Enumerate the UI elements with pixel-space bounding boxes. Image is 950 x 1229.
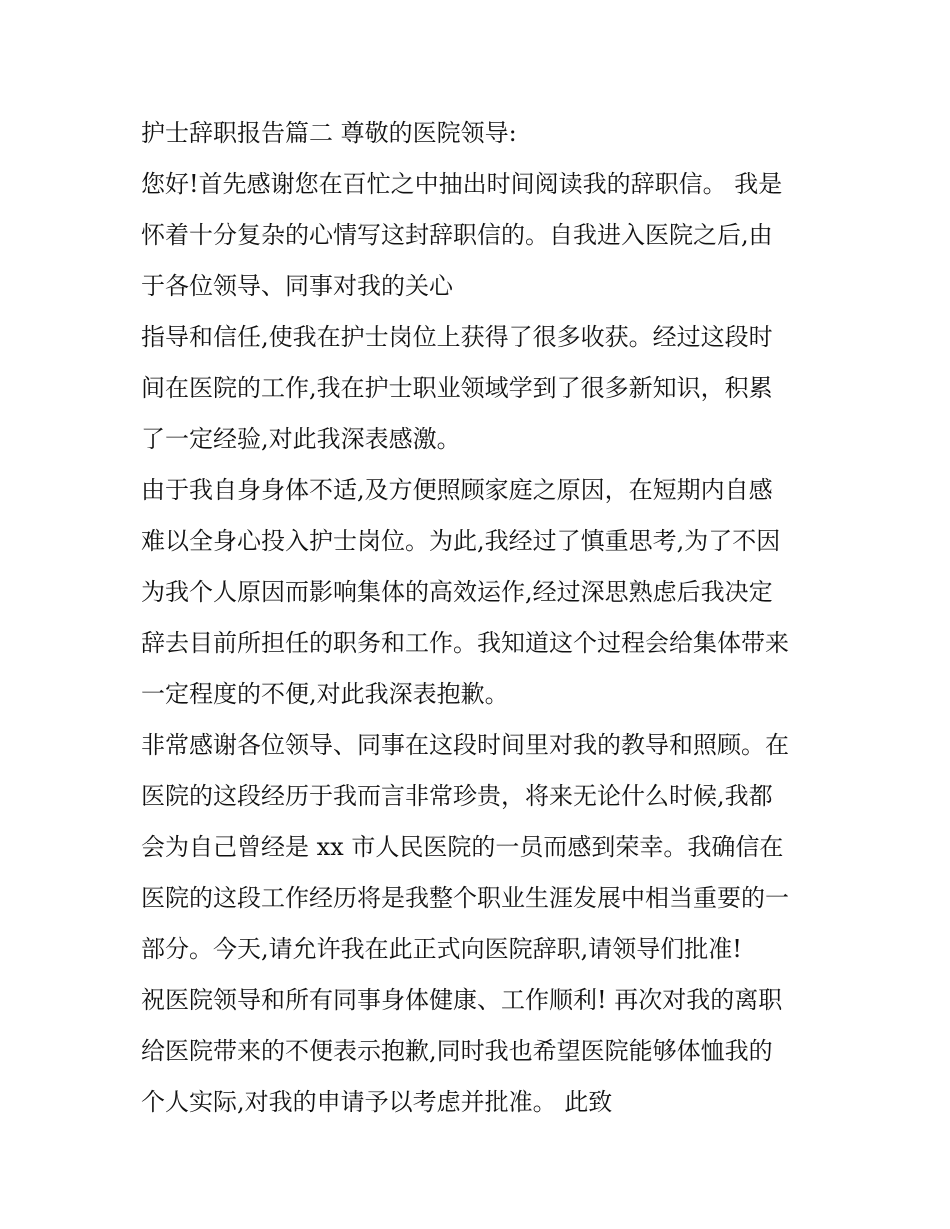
text-line: 间在医院的工作,我在护士职业领域学到了很多新知识，积累 [141, 374, 773, 402]
text-line: 给医院带来的不便表示抱歉,同时我也希望医院能够体恤我的 [141, 1037, 773, 1065]
text-line: 医院的这段经历于我而言非常珍贵，将来无论什么时候,我都 [141, 782, 773, 810]
text-line: 为我个人原因而影响集体的高效运作,经过深思熟虑后我决定 [141, 578, 773, 606]
text-line: 怀着十分复杂的心情写这封辞职信的。自我进入医院之后,由 [141, 221, 773, 249]
text-line: 个人实际,对我的申请予以考虑并批准。 此致 [141, 1088, 613, 1116]
text-line: 部分。今天,请允许我在此正式向医院辞职,请领导们批准! [141, 935, 742, 963]
text-line: 会为自己曾经是 xx 市人民医院的一员而感到荣幸。我确信在 [141, 833, 784, 861]
text-line: 由于我自身身体不适,及方便照顾家庭之原因，在短期内自感 [141, 476, 773, 504]
text-line: 于各位领导、同事对我的关心 [141, 272, 453, 300]
letter-body [141, 108, 831, 1128]
text-line: 了一定经验,对此我深表感激。 [141, 425, 461, 453]
text-line: 辞去目前所担任的职务和工作。我知道这个过程会给集体带来 [141, 629, 789, 657]
text-line: 您好!首先感谢您在百忙之中抽出时间阅读我的辞职信。 我是 [141, 170, 783, 198]
text-line: 医院的这段工作经历将是我整个职业生涯发展中相当重要的一 [141, 884, 789, 912]
text-line: 难以全身心投入护士岗位。为此,我经过了慎重思考,为了不因 [141, 527, 781, 555]
letter-title-line: 护士辞职报告篇二 尊敬的医院领导: [141, 119, 517, 147]
text-line: 一定程度的不便,对此我深表抱歉。 [141, 680, 509, 708]
text-line: 祝医院领导和所有同事身体健康、工作顺利! 再次对我的离职 [141, 986, 783, 1014]
text-line: 非常感谢各位领导、同事在这段时间里对我的教导和照顾。在 [141, 731, 789, 759]
text-line: 指导和信任,使我在护士岗位上获得了很多收获。经过这段时 [141, 323, 773, 351]
